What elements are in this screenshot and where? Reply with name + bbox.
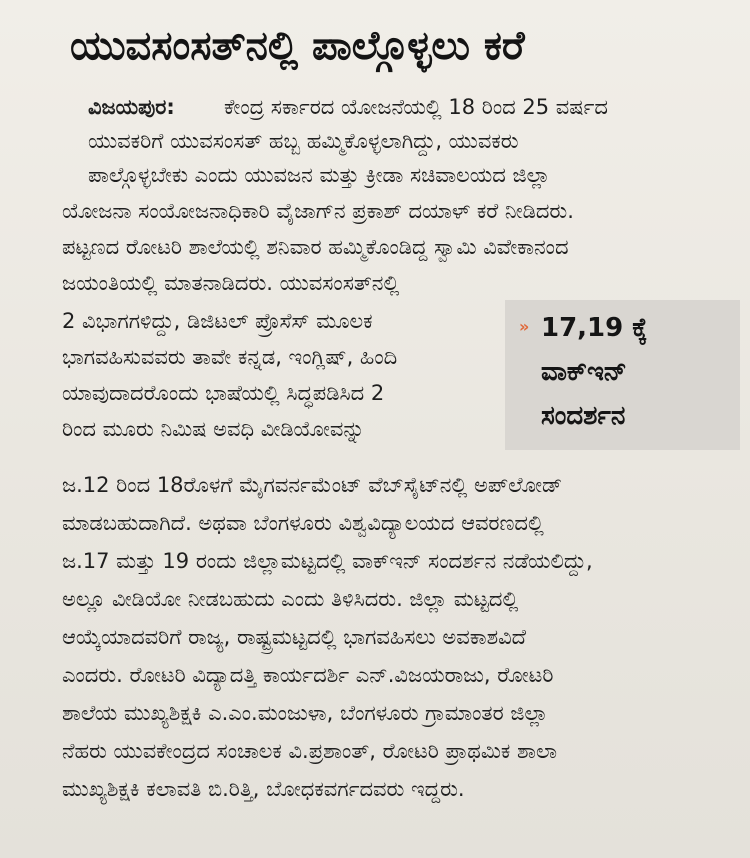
article-line: ಯಾವುದಾದರೊಂದು ಭಾಷೆಯಲ್ಲಿ ಸಿದ್ಧಪಡಿಸಿದ 2 (62, 381, 385, 405)
article-line: 2 ವಿಭಾಗಗಳಿದ್ದು, ಡಿಜಿಟಲ್ ಪ್ರೊಸೆಸ್ ಮೂಲಕ (62, 309, 373, 333)
article-line: ಅಲ್ಲೂ ವೀಡಿಯೋ ನೀಡಬಹುದು ಎಂದು ತಿಳಿಸಿದರು. ಜಿಲ್ಲಾ ಮಟ್ಟದಲ್ಲಿ (62, 587, 519, 611)
article-line: ಆಯ್ಕೆಯಾದವರಿಗೆ ರಾಜ್ಯ, ರಾಷ್ಟ್ರಮಟ್ಟದಲ್ಲಿ ಭಾಗವಹಿಸಲು ಅವಕಾಶವಿದೆ (62, 625, 527, 649)
highlight-line: ವಾಕ್‌ಇನ್ (541, 357, 627, 387)
article-line: ಕೇಂದ್ರ ಸರ್ಕಾರದ ಯೋಜನೆಯಲ್ಲಿ 18 ರಿಂದ 25 ವರ್ಷದ (224, 95, 608, 119)
article-line: ಮುಖ್ಯಶಿಕ್ಷಕಿ ಕಲಾವತಿ ಬಿ.ರಿತ್ತಿ, ಬೋಧಕವರ್ಗದವರು ಇದ್ದರು. (62, 777, 465, 801)
article-line: ಪಟ್ಟಣದ ರೋಟರಿ ಶಾಲೆಯಲ್ಲಿ ಶನಿವಾರ ಹಮ್ಮಿಕೊಂಡಿದ್ದ ಸ್ವಾಮಿ ವಿವೇಕಾನಂದ (62, 235, 569, 259)
highlight-box (505, 300, 740, 450)
article-headline: ಯುವಸಂಸತ್‌ನಲ್ಲಿ ಪಾಲ್ಗೊಳ್ಳಲು ಕರೆ (70, 23, 525, 69)
article-line: ಶಾಲೆಯ ಮುಖ್ಯಶಿಕ್ಷಕಿ ಎ.ಎಂ.ಮಂಜುಳಾ, ಬೆಂಗಳೂರು ಗ್ರಾಮಾಂತರ ಜಿಲ್ಲಾ (62, 701, 548, 725)
article-line: ಮಾಡಬಹುದಾಗಿದೆ. ಅಥವಾ ಬೆಂಗಳೂರು ವಿಶ್ವವಿದ್ಯಾಲಯದ ಆವರಣದಲ್ಲಿ (62, 511, 544, 535)
article-line: ಯೋಜನಾ ಸಂಯೋಜನಾಧಿಕಾರಿ ವೈಜಾಗ್‌ನ ಪ್ರಕಾಶ್ ದಯಾಳ್ ಕರೆ ನೀಡಿದರು. (62, 199, 574, 223)
highlight-line: ಸಂದರ್ಶನ (541, 401, 626, 431)
article-line: ಭಾಗವಹಿಸುವವರು ತಾವೇ ಕನ್ನಡ, ಇಂಗ್ಲಿಷ್, ಹಿಂದಿ (62, 345, 398, 369)
double-chevron-right-icon: » (519, 317, 530, 336)
article-line: ಜ.12 ರಿಂದ 18ರೊಳಗೆ ಮೈಗವರ್ನಮೆಂಟ್ ವೆಬ್‌ಸೈಟ್‌ನಲ್ಲಿ ಅಪ್‌ಲೋಡ್ (62, 473, 563, 497)
article-dateline: ವಿಜಯಪುರ: (88, 95, 175, 119)
article-line: ಯುವಕರಿಗೆ ಯುವಸಂಸತ್ ಹಬ್ಬ ಹಮ್ಮಿಕೊಳ್ಳಲಾಗಿದ್ದು, ಯುವಕರು (88, 129, 519, 153)
article-line: ಜಯಂತಿಯಲ್ಲಿ ಮಾತನಾಡಿದರು. ಯುವಸಂಸತ್‌ನಲ್ಲಿ (62, 271, 400, 295)
article-line: ಎಂದರು. ರೋಟರಿ ವಿದ್ಯಾದತ್ತಿ ಕಾರ್ಯದರ್ಶಿ ಎನ್.ವಿಜಯರಾಜು, ರೋಟರಿ (62, 663, 554, 687)
highlight-line: 17,19 ಕ್ಕೆ (541, 313, 648, 343)
article-line: ನೆಹರು ಯುವಕೇಂದ್ರದ ಸಂಚಾಲಕ ವಿ.ಪ್ರಶಾಂತ್, ರೋಟರಿ ಪ್ರಾಥಮಿಕ ಶಾಲಾ (62, 739, 557, 763)
article-line: ಪಾಲ್ಗೊಳ್ಳಬೇಕು ಎಂದು ಯುವಜನ ಮತ್ತು ಕ್ರೀಡಾ ಸಚಿವಾಲಯದ ಜಿಲ್ಲಾ (88, 163, 551, 187)
article-line: ಜ.17 ಮತ್ತು 19 ರಂದು ಜಿಲ್ಲಾಮಟ್ಟದಲ್ಲಿ ವಾಕ್‌ಇನ್ ಸಂದರ್ಶನ ನಡೆಯಲಿದ್ದು, (62, 549, 593, 573)
article-line: ರಿಂದ ಮೂರು ನಿಮಿಷ ಅವಧಿ ವೀಡಿಯೋವನ್ನು (62, 417, 365, 441)
